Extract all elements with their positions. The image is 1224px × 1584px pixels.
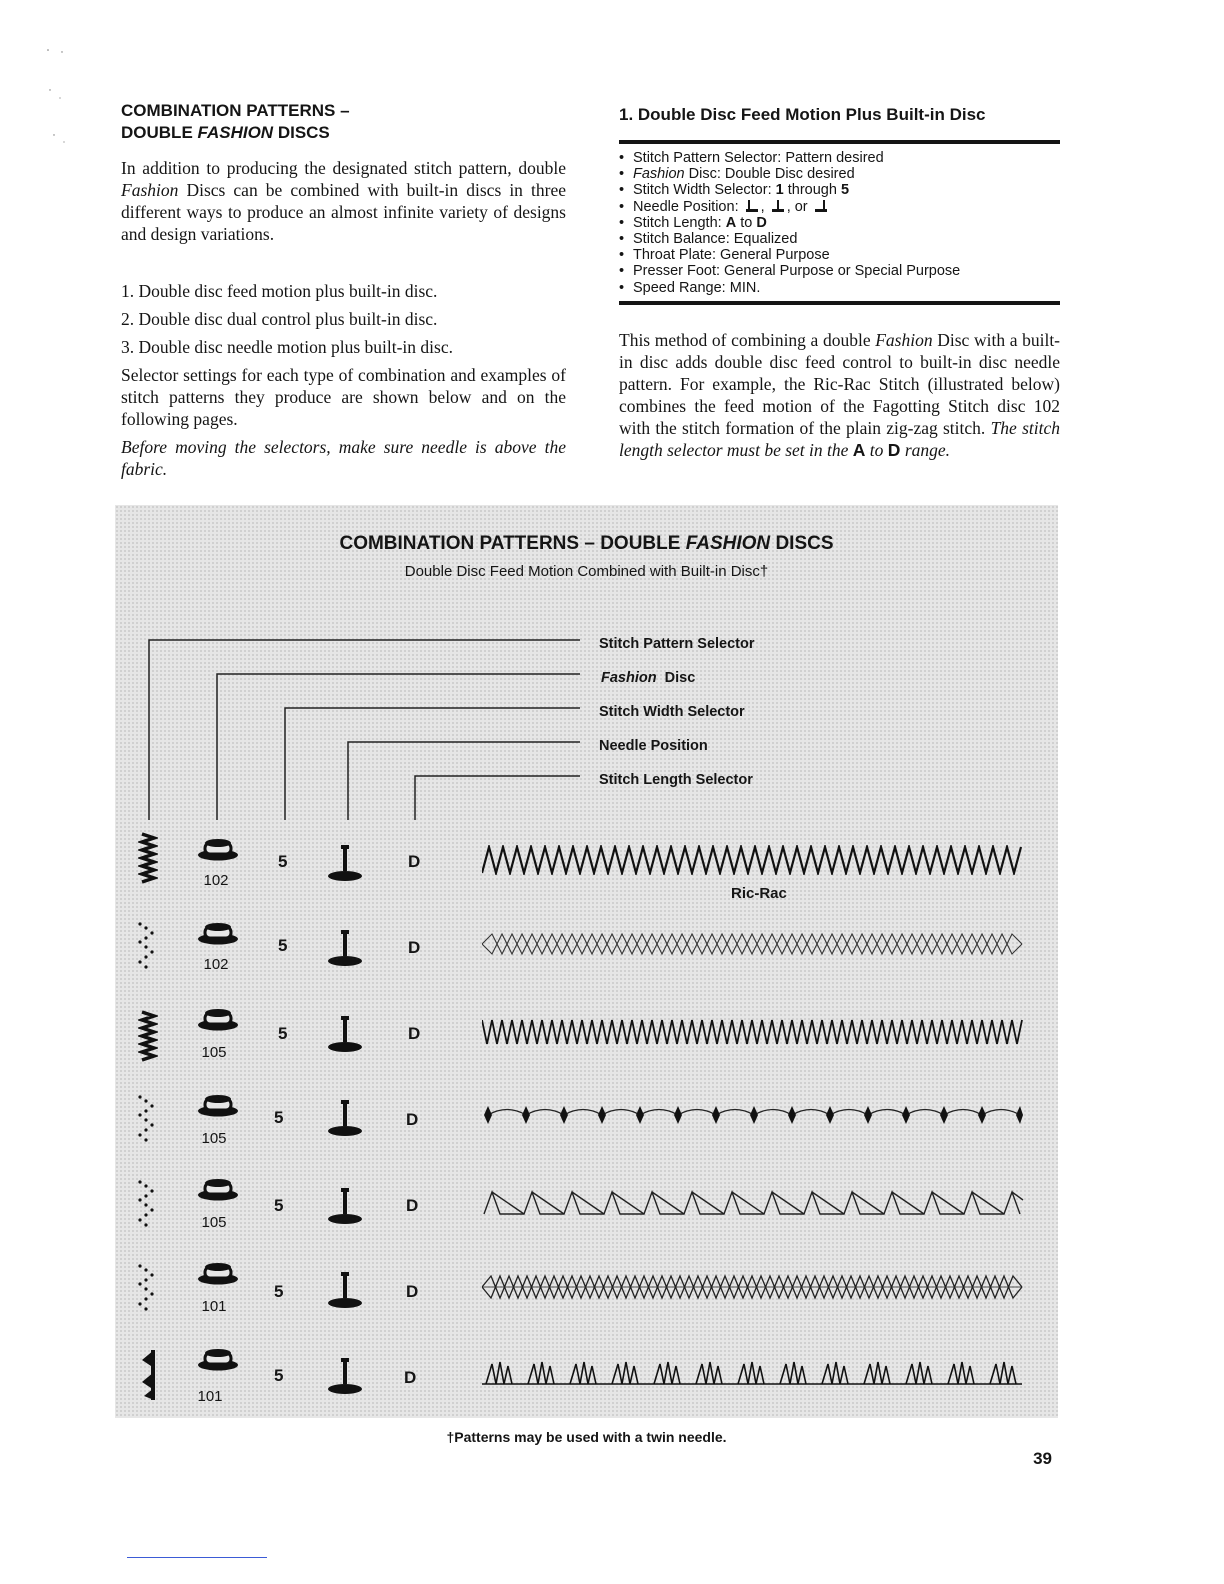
needle-center-icon [771, 199, 785, 213]
stitch-length-value: D [404, 1368, 417, 1387]
pattern-selector-icon [138, 1348, 158, 1400]
setting-disc: • Fashion Disc: Double Disc desired [619, 166, 1060, 182]
list-item: 3. Double disc needle motion plus built-in disc. [121, 337, 453, 357]
needle-position-icon [326, 1186, 364, 1226]
setting-length: • Stitch Length: A to D [619, 215, 1060, 231]
settings-list [619, 150, 1060, 296]
stitch-sample-pattern-5 [482, 1186, 1024, 1218]
stitch-length-value: D [408, 1024, 421, 1043]
legend-stitch-pattern-selector: Stitch Pattern Selector [599, 636, 755, 652]
setting-throat-plate: • Throat Plate: General Purpose [619, 247, 1060, 263]
page-number: 39 [1033, 1449, 1052, 1468]
method-heading: 1. Double Disc Feed Motion Plus Built-in Disc [619, 105, 986, 124]
fashion-disc-icon [196, 1176, 240, 1202]
disc-number: 105 [201, 1130, 227, 1147]
stitch-width-value: 5 [274, 1108, 284, 1127]
setting-speed: • Speed Range: MIN. [619, 280, 1060, 296]
bottom-margin-line [127, 1557, 267, 1558]
stitch-name-label: Ric-Rac [731, 885, 787, 902]
disc-number: 102 [203, 872, 229, 889]
settings-rule [619, 301, 1060, 305]
stitch-length-value: D [406, 1196, 419, 1215]
disc-number: 105 [201, 1214, 227, 1231]
fashion-disc-icon [196, 1260, 240, 1286]
needle-position-icon [326, 843, 364, 883]
list-item: 2. Double disc dual control plus built-in disc. [121, 309, 438, 329]
setting-width: • Stitch Width Selector: 1 through 5 [619, 182, 1060, 198]
stitch-length-value: D [406, 1282, 419, 1301]
stitch-width-value: 5 [278, 852, 288, 871]
chart-subtitle: Double Disc Feed Motion Combined with Built-in Disc† [404, 563, 769, 580]
needle-position-icon [326, 1356, 364, 1396]
disc-number: 101 [201, 1298, 227, 1315]
fashion-disc-icon [196, 1006, 240, 1032]
stitch-width-value: 5 [278, 936, 288, 955]
legend-needle-position: Needle Position [599, 738, 708, 754]
pattern-selector-icon [136, 1093, 158, 1145]
stitch-sample-ric-rac [482, 845, 1024, 875]
needle-right-icon [814, 199, 828, 213]
selector-settings-paragraph: Selector settings for each type of combination and examples of stitch patterns they produce are shown below and on the following pages. [121, 365, 566, 429]
pattern-selector-icon [138, 832, 158, 884]
intro-paragraph: In addition to producing the designated stitch pattern, double Fashion Discs can be combined with built-in discs in three different ways to produce an almost infinite variety of designs and design variations. [121, 158, 566, 244]
list-item: 1. Double disc feed motion plus built-in disc. [121, 281, 438, 301]
setting-presser-foot: • Presser Foot: General Purpose or Special Purpose [619, 263, 1060, 279]
stitch-width-value: 5 [274, 1196, 284, 1215]
stitch-length-value: D [408, 852, 421, 871]
stitch-length-value: D [408, 938, 421, 957]
fashion-disc-icon [196, 920, 240, 946]
stitch-width-value: 5 [278, 1024, 288, 1043]
stitch-width-value: 5 [274, 1366, 284, 1385]
needle-position-icon [326, 1098, 364, 1138]
setting-needle-position: • Needle Position: , , or [619, 199, 1060, 215]
chart-title: COMBINATION PATTERNS – DOUBLE FASHION DISCS [339, 533, 834, 554]
needle-position-icon [326, 1014, 364, 1054]
heading-line-2: DOUBLE FASHION DISCS [121, 123, 330, 142]
stitch-sample-pattern-4 [482, 1100, 1024, 1130]
heading-rule [619, 140, 1060, 144]
method-paragraph: This method of combining a double Fashion Disc with a built-in disc adds double disc feed control to built-in disc needle pattern. For example, the Ric-Rac Stitch (illustrated below) combines the feed motion of the Fagotting Stitch disc 102 with the stitch formation of the plain zig-zag stitch. The stitch length selector must be set in the A to D range. [619, 330, 1061, 460]
pattern-selector-icon [138, 1010, 158, 1062]
warning-note: Before moving the selectors, make sure needle is above the fabric. [121, 437, 566, 479]
needle-left-icon [745, 199, 759, 213]
stitch-sample-pattern-6 [482, 1272, 1024, 1302]
pattern-selector-icon [136, 1178, 158, 1230]
stitch-width-value: 5 [274, 1282, 284, 1301]
stitch-sample-pattern-3 [482, 1018, 1024, 1046]
stitch-sample-pattern-7 [482, 1358, 1024, 1388]
pattern-selector-icon [136, 1262, 158, 1314]
heading-line-1: COMBINATION PATTERNS – [121, 101, 350, 120]
legend-stitch-width-selector: Stitch Width Selector [599, 704, 745, 720]
setting-pattern: • Stitch Pattern Selector: Pattern desired [619, 150, 1060, 166]
twin-needle-footnote: †Patterns may be used with a twin needle. [446, 1429, 727, 1445]
combination-methods-list [121, 280, 566, 364]
legend-fashion-disc: Fashion Disc [601, 670, 696, 686]
scan-margin-marks [20, 40, 70, 160]
pattern-selector-icon [136, 920, 158, 972]
legend-stitch-length-selector: Stitch Length Selector [599, 772, 753, 788]
stitch-sample-pattern-2 [482, 928, 1024, 960]
fashion-disc-icon [196, 1092, 240, 1118]
needle-position-icon [326, 928, 364, 968]
needle-position-icon [326, 1270, 364, 1310]
legend-leader-lines [140, 630, 600, 825]
fashion-disc-icon [196, 1346, 240, 1372]
fashion-disc-icon [196, 836, 240, 862]
disc-number: 105 [201, 1044, 227, 1061]
section-heading [121, 100, 581, 144]
setting-balance: • Stitch Balance: Equalized [619, 231, 1060, 247]
disc-number: 101 [197, 1388, 223, 1405]
stitch-length-value: D [406, 1110, 419, 1129]
disc-number: 102 [203, 956, 229, 973]
